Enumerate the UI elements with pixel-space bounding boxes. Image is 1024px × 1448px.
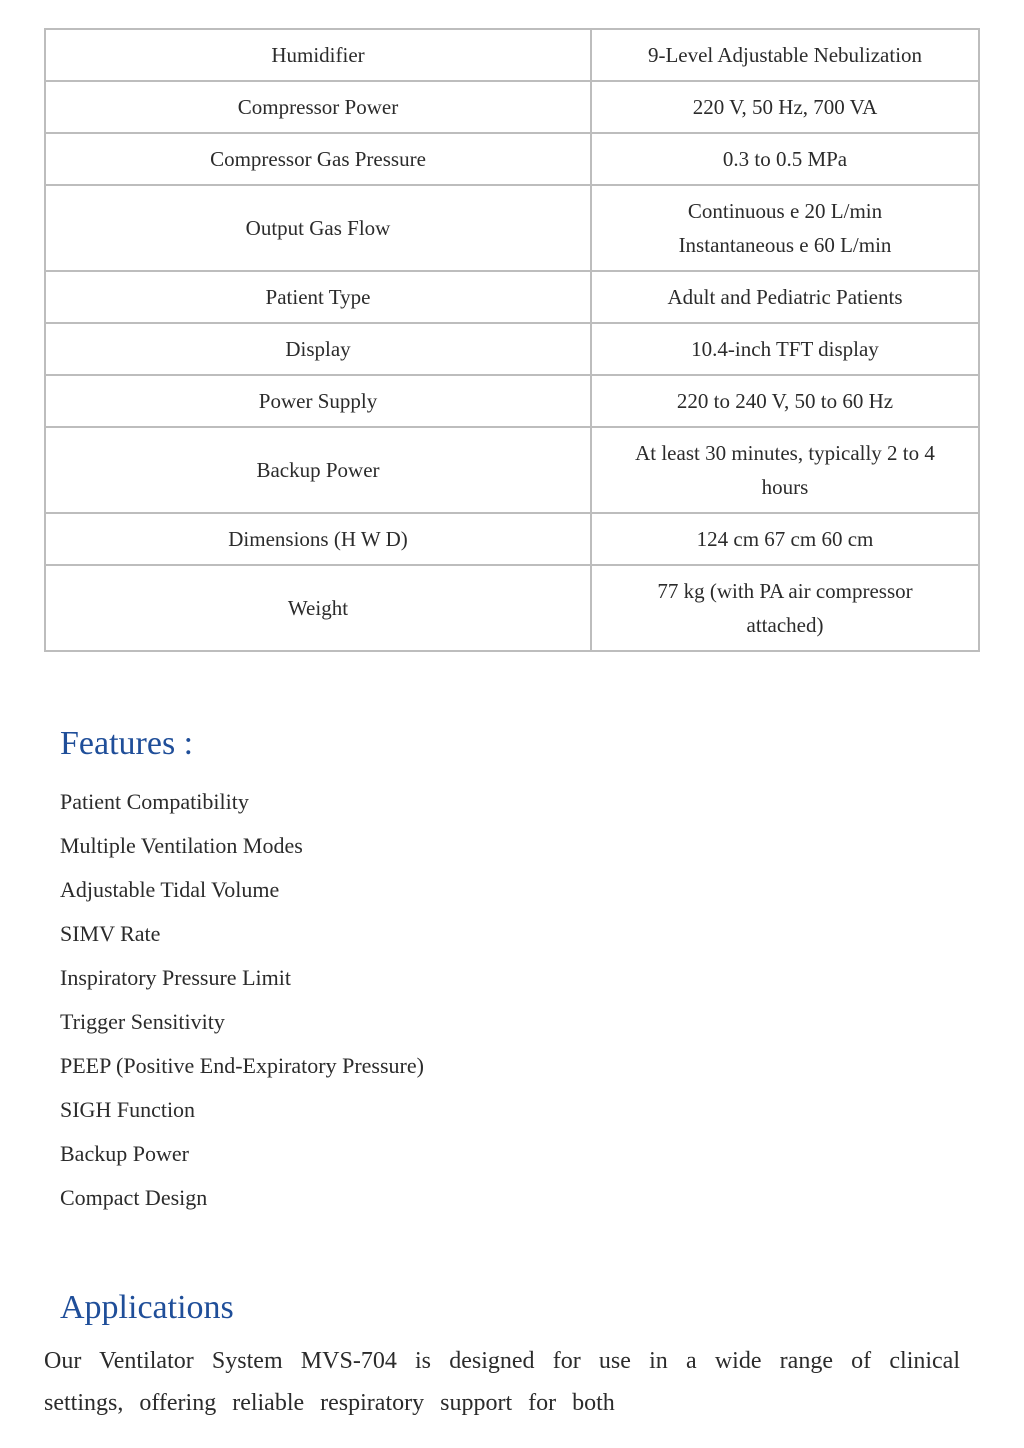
features-heading: Features : (60, 725, 194, 762)
spec-value (591, 271, 979, 323)
spec-value-line: At least 30 minutes, typically 2 to 4 (635, 441, 935, 465)
specifications-table (44, 28, 980, 652)
spec-value (591, 133, 979, 185)
specifications-table-body (45, 29, 979, 651)
spec-value-line: 10.4-inch TFT display (691, 337, 879, 361)
spec-value-line: Adult and Pediatric Patients (667, 285, 903, 309)
spec-row (45, 29, 979, 81)
spec-row (45, 513, 979, 565)
spec-label: Backup Power (45, 427, 591, 513)
spec-value-line: Instantaneous e 60 L/min (678, 233, 892, 257)
spec-label: Output Gas Flow (45, 185, 591, 271)
spec-label: Display (45, 323, 591, 375)
feature-item: Trigger Sensitivity (60, 1009, 225, 1034)
spec-value-line: Continuous e 20 L/min (687, 199, 883, 223)
spec-value-line: attached) (746, 613, 824, 637)
applications-paragraph: Our Ventilator System MVS-704 is designed for use in a wide range of clinical settings, offering reliable respiratory support for both (44, 1348, 960, 1416)
spec-value (591, 513, 979, 565)
feature-item: SIGH Function (60, 1097, 196, 1122)
spec-value (591, 375, 979, 427)
spec-value (591, 565, 979, 651)
feature-item: Compact Design (60, 1185, 208, 1210)
spec-row (45, 565, 979, 651)
spec-row (45, 375, 979, 427)
spec-value (591, 29, 979, 81)
spec-value-line: 220 to 240 V, 50 to 60 Hz (676, 389, 894, 413)
spec-label: Compressor Gas Pressure (45, 133, 591, 185)
spec-label: Weight (45, 565, 591, 651)
spec-value (591, 185, 979, 271)
spec-value-line: hours (761, 475, 809, 499)
spec-label: Compressor Power (45, 81, 591, 133)
spec-row (45, 81, 979, 133)
spec-value-line: 220 V, 50 Hz, 700 VA (692, 95, 878, 119)
spec-value-line: 0.3 to 0.5 MPa (722, 147, 848, 171)
spec-row (45, 185, 979, 271)
spec-label: Patient Type (45, 271, 591, 323)
feature-item: Adjustable Tidal Volume (60, 877, 280, 902)
spec-value (591, 81, 979, 133)
spec-row (45, 133, 979, 185)
feature-item: Patient Compatibility (60, 789, 249, 814)
spec-label: Humidifier (45, 29, 591, 81)
feature-item: Backup Power (60, 1141, 189, 1166)
spec-label: Dimensions (H W D) (45, 513, 591, 565)
spec-value-line: 9-Level Adjustable Nebulization (647, 43, 923, 67)
spec-row (45, 427, 979, 513)
feature-item: PEEP (Positive End-Expiratory Pressure) (60, 1053, 424, 1078)
features-list (60, 780, 424, 1220)
feature-item: SIMV Rate (60, 921, 161, 946)
feature-item: Inspiratory Pressure Limit (60, 965, 291, 990)
feature-item: Multiple Ventilation Modes (60, 833, 303, 858)
spec-value (591, 323, 979, 375)
spec-row (45, 323, 979, 375)
applications-heading: Applications (60, 1289, 234, 1326)
spec-value-line: 77 kg (with PA air compressor (657, 579, 913, 603)
spec-label: Power Supply (45, 375, 591, 427)
spec-row (45, 271, 979, 323)
spec-value-line: 124 cm 67 cm 60 cm (696, 527, 874, 551)
spec-value (591, 427, 979, 513)
